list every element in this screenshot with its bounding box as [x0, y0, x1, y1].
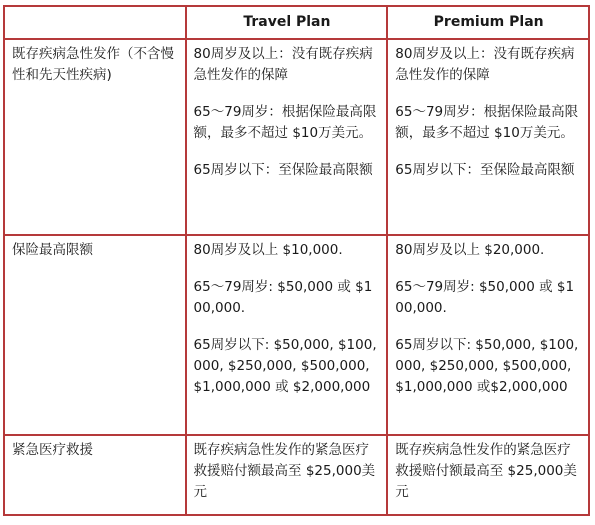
header-travel-plan: Travel Plan [186, 6, 388, 39]
premium-cell-preexisting [387, 39, 589, 235]
cell-text: 65～79周岁：根据保险最高限额，最多不超过 $10万美元。 [193, 104, 377, 141]
cell-text: 65～79周岁: $50,000 或 $100,000. [193, 279, 373, 316]
cell-text: 65周岁以下: $50,000, $100,000, $250,000, $500,000, $1,000,000 或 $2,000,000 [193, 337, 377, 395]
travel-cell-max-limit [186, 235, 388, 435]
premium-cell-max-limit [387, 235, 589, 435]
cell-text: 65～79周岁：根据保险最高限额，最多不超过 $10万美元。 [395, 104, 579, 141]
cell-text: 65周岁以下：至保险最高限额 [193, 162, 373, 178]
cell-text: 65周岁以下: $50,000, $100,000, $250,000, $500,000, $1,000,000 或$2,000,000 [395, 337, 579, 395]
premium-cell-emergency-rescue [387, 435, 589, 515]
row-label-max-limit: 保险最高限额 [4, 235, 186, 435]
row-label-emergency-rescue: 紧急医疗救援 [4, 435, 186, 515]
table-row [4, 39, 589, 235]
header-empty-cell [4, 6, 186, 39]
cell-text: 65～79周岁: $50,000 或 $100,000. [395, 279, 575, 316]
cell-text: 既存疾病急性发作的紧急医疗救援赔付额最高至 $25,000美元 [193, 442, 376, 500]
cell-text: 80周岁及以上：没有既存疾病急性发作的保障 [395, 46, 575, 83]
plan-comparison-table [3, 5, 590, 516]
cell-text: 80周岁及以上：没有既存疾病急性发作的保障 [193, 46, 373, 83]
travel-cell-preexisting [186, 39, 388, 235]
cell-text: 既存疾病急性发作的紧急医疗救援赔付额最高至 $25,000美元 [395, 442, 577, 500]
header-row [4, 6, 589, 39]
table-row [4, 235, 589, 435]
cell-text: 80周岁及以上 $10,000. [193, 242, 343, 258]
header-premium-plan: Premium Plan [387, 6, 589, 39]
cell-text: 80周岁及以上 $20,000. [395, 242, 545, 258]
table-row [4, 435, 589, 515]
row-label-preexisting: 既存疾病急性发作（不含慢性和先天性疾病) [4, 39, 186, 235]
travel-cell-emergency-rescue [186, 435, 388, 515]
cell-text: 65周岁以下：至保险最高限额 [395, 162, 575, 178]
